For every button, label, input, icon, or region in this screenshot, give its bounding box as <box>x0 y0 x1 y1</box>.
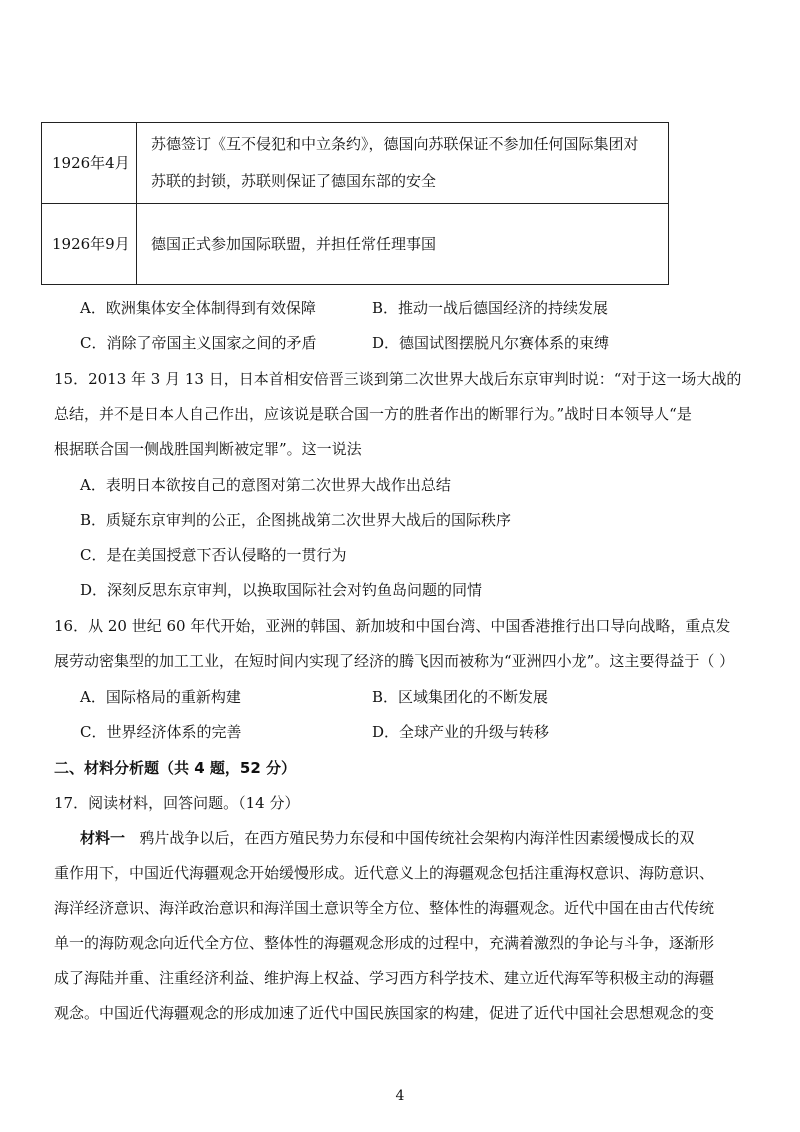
table-row <box>42 204 669 285</box>
desc-line: 苏德签订《互不侵犯和中立条约》，德国向苏联保证不参加任何国际集团对 <box>151 135 639 153</box>
material-line: 成了海陆并重、注重经济利益、维护海上权益、学习西方科学技术、建立近代海军等积极主动的海疆 <box>54 969 715 987</box>
events-table <box>41 122 669 285</box>
material-line: 观念。中国近代海疆观念的形成加速了近代中国民族国家的构建，促进了近代中国社会思想观念的变 <box>54 1004 715 1022</box>
material-line: 重作用下，中国近代海疆观念开始缓慢形成。近代意义上的海疆观念包括注重海权意识、海防意识、 <box>54 864 715 882</box>
q15-option-a: A．表明日本欲按自己的意图对第二次世界大战作出总结 <box>80 476 451 494</box>
material-label: 材料一 <box>80 829 126 847</box>
table-cell-date: 1926年4月 <box>42 123 137 204</box>
q15-option-d: D．深刻反思东京审判，以换取国际社会对钓鱼岛问题的同情 <box>80 581 483 599</box>
q15-stem-line: 根据联合国一侧战胜国判断被定罪”。这一说法 <box>54 440 362 458</box>
q14-option-c: C．消除了帝国主义国家之间的矛盾 <box>80 334 317 352</box>
q16-option-c: C．世界经济体系的完善 <box>80 723 242 741</box>
desc-line: 德国正式参加国际联盟，并担任常任理事国 <box>151 234 437 253</box>
table-cell-date: 1926年9月 <box>42 204 137 285</box>
table-row <box>42 123 669 204</box>
q16-option-b: B．区域集团化的不断发展 <box>372 688 549 706</box>
table-cell-desc <box>137 123 669 204</box>
q15-stem-line: 总结，并不是日本人自己作出，应该说是联合国一方的胜者作出的断罪行为。”战时日本领导人“是 <box>54 405 692 423</box>
q14-option-d: D．德国试图摆脱凡尔赛体系的束缚 <box>372 334 610 352</box>
q16-stem-line: 16．从 20 世纪 60 年代开始，亚洲的韩国、新加坡和中国台湾、中国香港推行出口导向战略，重点发 <box>54 617 731 635</box>
q17-material-first-line <box>80 827 694 848</box>
page-number: 4 <box>395 1088 405 1104</box>
material-line: 单一的海防观念向近代全方位、整体性的海疆观念形成的过程中，充满着激烈的争论与斗争，逐渐形 <box>54 934 715 952</box>
q17-prompt: 17．阅读材料，回答问题。（14 分） <box>54 794 300 812</box>
q15-option-c: C．是在美国授意下否认侵略的一贯行为 <box>80 546 347 564</box>
q14-option-a: A．欧洲集体安全体制得到有效保障 <box>80 299 316 317</box>
material-line: 海洋经济意识、海洋政治意识和海洋国土意识等全方位、整体性的海疆观念。近代中国在由古代传统 <box>54 899 715 917</box>
section-heading: 二、材料分析题（共 4 题，52 分） <box>54 759 296 777</box>
material-text: 鸦片战争以后，在西方殖民势力东侵和中国传统社会架构内海洋性因素缓慢成长的双 <box>139 829 695 847</box>
q14-option-b: B．推动一战后德国经济的持续发展 <box>372 299 609 317</box>
q15-stem-line: 15．2013 年 3 月 13 日，日本首相安倍晋三谈到第二次世界大战后东京审判时说：“对于这一场大战的 <box>54 370 742 388</box>
q15-option-b: B．质疑东京审判的公正，企图挑战第二次世界大战后的国际秩序 <box>80 511 512 529</box>
q16-option-d: D．全球产业的升级与转移 <box>372 723 550 741</box>
q16-stem-line: 展劳动密集型的加工工业，在短时间内实现了经济的腾飞因而被称为“亚洲四小龙”。这主要得益于（ ） <box>54 652 735 670</box>
q16-option-a: A．国际格局的重新构建 <box>80 688 241 706</box>
table-cell-desc <box>137 204 669 285</box>
desc-line: 苏联的封锁，苏联则保证了德国东部的安全 <box>151 172 437 190</box>
